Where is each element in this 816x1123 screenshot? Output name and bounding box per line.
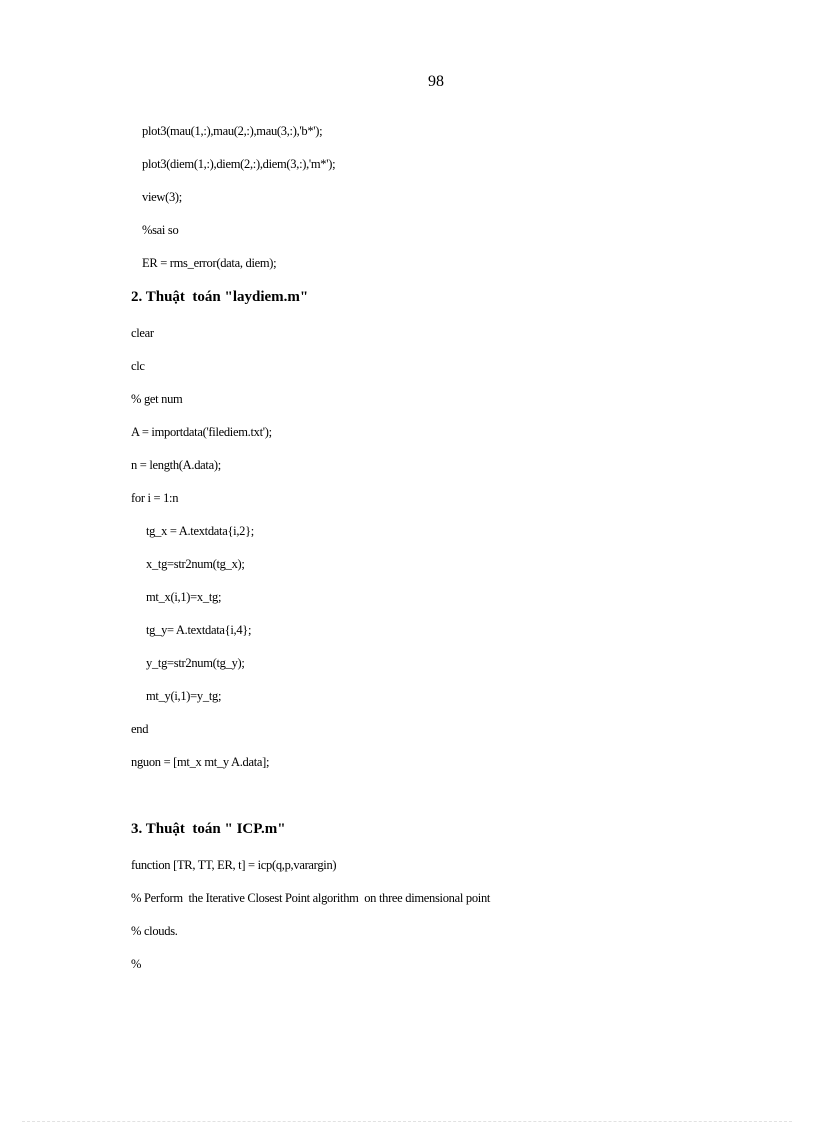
code-line: tg_y= A.textdata{i,4}; — [146, 623, 252, 637]
code-line: end — [131, 722, 149, 736]
code-line: mt_y(i,1)=y_tg; — [146, 689, 222, 703]
code-line: % Perform the Iterative Closest Point algorithm on three dimensional point — [131, 891, 491, 905]
code-line: clear — [131, 326, 154, 340]
page-bottom-divider — [22, 1121, 792, 1122]
code-line: x_tg=str2num(tg_x); — [146, 557, 245, 571]
code-line: plot3(mau(1,:),mau(2,:),mau(3,:),'b*'); — [142, 124, 323, 138]
section-heading-icp: 3. Thuật toán " ICP.m" — [131, 821, 286, 837]
code-line: y_tg=str2num(tg_y); — [146, 656, 245, 670]
page-number: 98 — [428, 73, 444, 90]
code-line: for i = 1:n — [131, 491, 179, 505]
code-line: % get num — [131, 392, 183, 406]
code-line: ER = rms_error(data, diem); — [142, 256, 277, 270]
code-line: A = importdata('filediem.txt'); — [131, 425, 272, 439]
code-line: mt_x(i,1)=x_tg; — [146, 590, 222, 604]
code-line: function [TR, TT, ER, t] = icp(q,p,varargin) — [131, 858, 337, 872]
code-line: % clouds. — [131, 924, 178, 938]
code-line: clc — [131, 359, 145, 373]
code-line: n = length(A.data); — [131, 458, 221, 472]
code-line: view(3); — [142, 190, 182, 204]
code-line: tg_x = A.textdata{i,2}; — [146, 524, 254, 538]
code-line: nguon = [mt_x mt_y A.data]; — [131, 755, 270, 769]
section-heading-laydiem: 2. Thuật toán "laydiem.m" — [131, 289, 309, 305]
code-line: plot3(diem(1,:),diem(2,:),diem(3,:),'m*'); — [142, 157, 336, 171]
code-line: %sai so — [142, 223, 179, 237]
code-line: % — [131, 957, 142, 971]
